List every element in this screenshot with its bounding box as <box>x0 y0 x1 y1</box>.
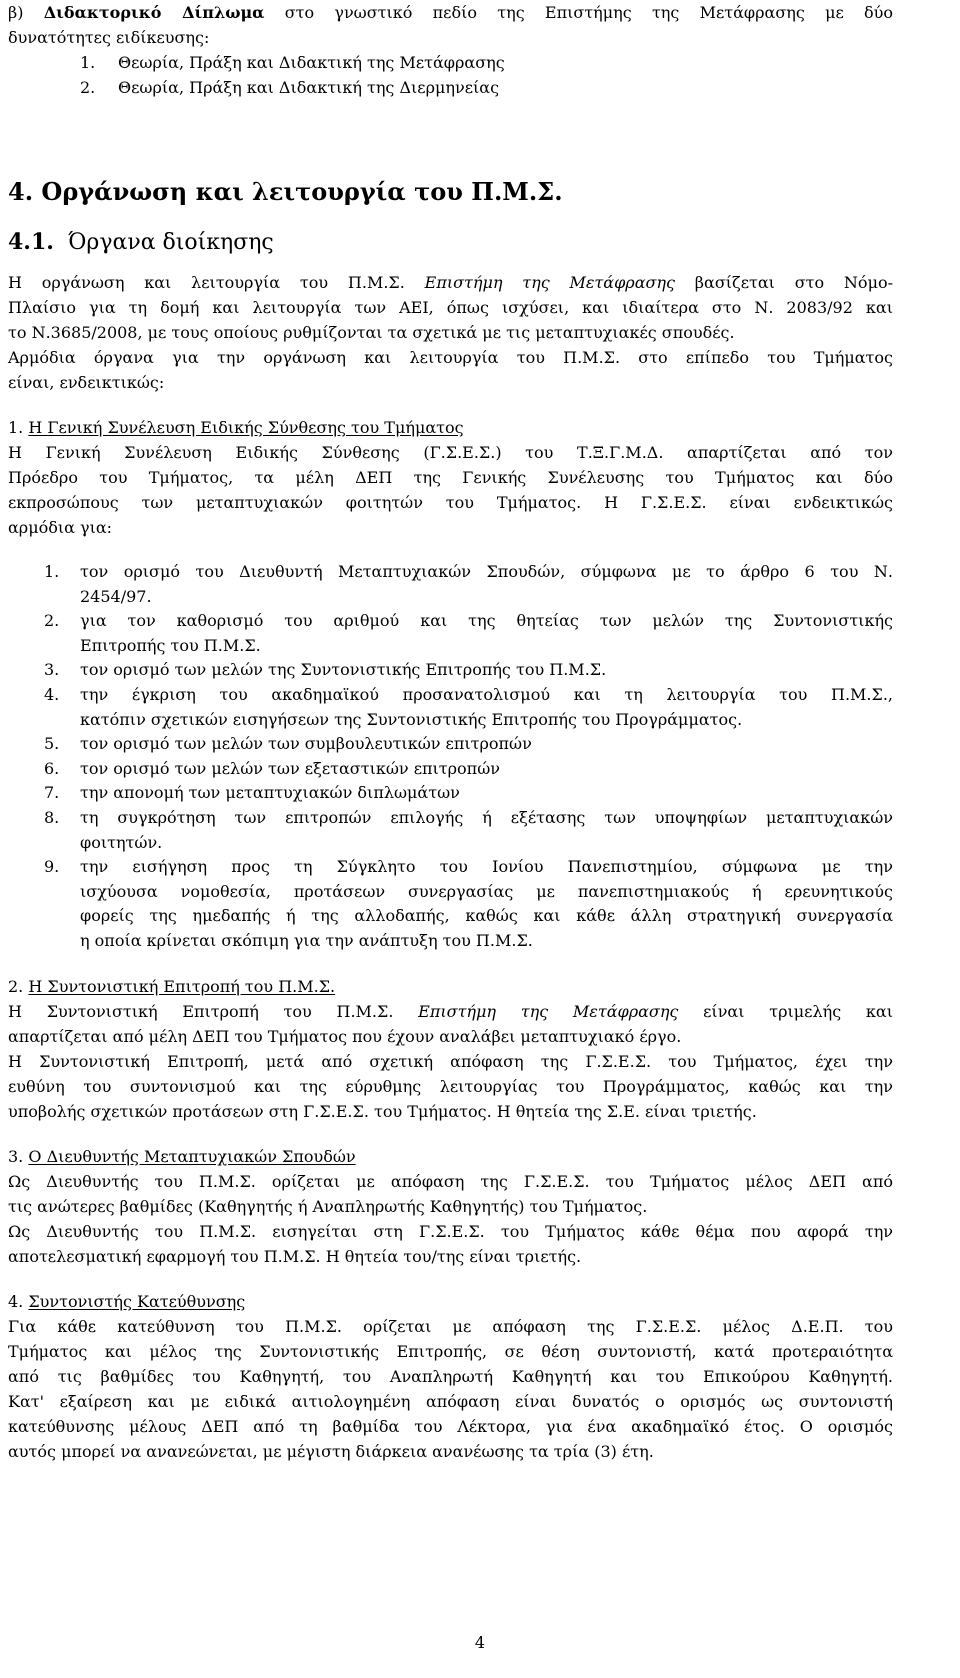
list-item <box>8 806 893 855</box>
text-line <box>8 270 893 295</box>
text-line: φορείς της ημεδαπής ή της αλλοδαπής, καθώς και κάθε άλλη στρατηγική συνεργασία <box>80 906 893 926</box>
list-item <box>8 757 893 782</box>
text-line: Επιτροπής του Π.Μ.Σ. <box>80 635 261 655</box>
text-line: ισχύουσα νομοθεσία, προτάσεων συνεργασίας με πανεπιστημιακούς ή ερευνητικούς <box>80 881 893 901</box>
block-heading <box>8 974 893 999</box>
text-line: τον ορισμό των μελών της Συντονιστικής Επιτροπής του Π.Μ.Σ. <box>80 660 607 680</box>
list-text <box>80 560 893 609</box>
list-number: 1. <box>44 562 60 581</box>
text-line: την έγκριση του ακαδημαϊκού προσανατολισμού και τη λειτουργία του Π.Μ.Σ., <box>80 684 893 704</box>
text-line: απαρτίζεται από μέλη ΔΕΠ του Τμήματος που έχουν αναλάβει μεταπτυχιακό έργο. <box>8 1026 682 1046</box>
text-line <box>8 999 893 1024</box>
text-line: τον ορισμό των μελών των εξεταστικών επιτροπών <box>80 758 500 778</box>
text-line: αποτελεσματική εφαρμογή του Π.Μ.Σ. Η θητεία του/της είναι τριετής. <box>8 1246 582 1266</box>
list-text <box>80 658 893 683</box>
block-title: Ο Διευθυντής Μεταπτυχιακών Σπουδών <box>28 1146 356 1166</box>
block-number: 2. <box>8 976 24 996</box>
text-line: υποβολής σχετικών προτάσεων στη Γ.Σ.Ε.Σ. του Τμήματος. Η θητεία της Σ.Ε. είναι τριετής. <box>8 1101 757 1121</box>
coordinating-committee-block <box>8 974 893 1124</box>
list-item <box>8 732 893 757</box>
text-line: 2454/97. <box>80 586 152 606</box>
text-line: αυτός μπορεί να ανανεώνεται, με μέγιστη διάρκεια ανανέωσης τα τρία (3) έτη. <box>8 1441 654 1461</box>
page-content <box>8 0 893 1464</box>
subsection-heading <box>8 227 893 258</box>
subsection-number: 4.1. <box>8 229 54 255</box>
list-text <box>80 732 893 757</box>
block-title: Συντονιστής Κατεύθυνσης <box>28 1291 246 1311</box>
block-number: 4. <box>8 1291 24 1311</box>
text-line: Για κάθε κατεύθυνση του Π.Μ.Σ. ορίζεται με απόφαση της Γ.Σ.Ε.Σ. μέλος Δ.Ε.Π. του <box>8 1316 893 1336</box>
block-title: Η Γενική Συνέλευση Ειδικής Σύνθεσης του Τμήματος <box>28 418 464 437</box>
text-line: Πλαίσιο για τη δομή και λειτουργία των ΑΕΙ, όπως ισχύσει, και ιδιαίτερα στο Ν. 2083/92 και <box>8 298 893 317</box>
block-heading <box>8 1144 893 1169</box>
text-line: η οποία κρίνεται σκόπιμη για την ανάπτυξη του Π.Μ.Σ. <box>80 930 533 950</box>
block-heading <box>8 415 893 440</box>
degree-line <box>8 0 893 25</box>
text-line: Πρόεδρο του Τμήματος, τα μέλη ΔΕΠ της Γενικής Συνέλευσης του Τμήματος και δύο <box>8 468 893 487</box>
text-segment: βασίζεται στο Νόμο- <box>694 273 894 292</box>
list-text <box>80 683 893 732</box>
block-heading <box>8 1289 893 1314</box>
list-item <box>8 781 893 806</box>
text-line: Αρμόδια όργανα για την οργάνωση και λειτουργία του Π.Μ.Σ. στο επίπεδο του Τμήματος <box>8 348 893 367</box>
list-number: 5. <box>44 734 60 754</box>
list-text <box>80 855 893 953</box>
degree-description: στο γνωστικό πεδίο της Επιστήμης της Μετάφρασης με δύο <box>284 3 894 22</box>
text-line: τον ορισμό του Διευθυντή Μεταπτυχιακών Σπουδών, σύμφωνα με το άρθρο 6 του Ν. <box>80 562 893 581</box>
overview-paragraph <box>8 270 893 395</box>
text-line: Η Γενική Συνέλευση Ειδικής Σύνθεσης (Γ.Σ.Ε.Σ.) του Τ.Ξ.Γ.Μ.Δ. απαρτίζεται από τον <box>8 443 893 462</box>
specialization-number: 1. <box>80 53 96 72</box>
list-text <box>80 757 893 782</box>
text-line: τις ανώτερες βαθμίδες (Καθηγητής ή Αναπληρωτής Καθηγητής) του Τμήματος. <box>8 1196 648 1216</box>
text-line: Ως Διευθυντής του Π.Μ.Σ. εισηγείται στη Γ.Σ.Ε.Σ. του Τμήματος κάθε θέμα που αφορά την <box>8 1221 893 1241</box>
text-line: Κατ' εξαίρεση και με ειδικά αιτιολογημένη απόφαση είναι δυνατός ο ορισμός ως συντονιστή <box>8 1391 893 1411</box>
text-line: τη συγκρότηση των επιτροπών επιλογής ή εξέτασης των υποψηφίων μεταπτυχιακών <box>80 807 893 827</box>
degree-title: Διδακτορικό Δίπλωμα <box>43 3 265 22</box>
list-number: 2. <box>44 611 60 631</box>
text-line: την απονομή των μεταπτυχιακών διπλωμάτων <box>80 783 460 803</box>
text-line: κατόπιν σχετικών εισηγήσεων της Συντονιστικής Επιτροπής του Προγράμματος. <box>80 709 743 729</box>
text-line: εκπροσώπους των μεταπτυχιακών φοιτητών του Τμήματος. Η Γ.Σ.Ε.Σ. είναι ενδεικτικώς <box>8 493 893 512</box>
general-assembly-block <box>8 415 893 540</box>
responsibilities-list <box>8 560 893 954</box>
degree-line: δυνατότητες ειδίκευσης: <box>8 28 210 47</box>
list-item <box>8 683 893 732</box>
specialization-number: 2. <box>80 78 96 97</box>
specialization-text: Θεωρία, Πράξη και Διδακτική της Μετάφρασης <box>118 53 505 72</box>
list-number: 7. <box>44 783 60 803</box>
text-segment: Η Συντονιστική Επιτροπή του Π.Μ.Σ. <box>8 1001 394 1021</box>
text-line: αρμόδια για: <box>8 518 113 537</box>
section-heading <box>8 176 893 208</box>
text-line: το Ν.3685/2008, με τους οποίους ρυθμίζονται τα σχετικά με τις μεταπτυχιακές σπουδές. <box>8 323 735 342</box>
degree-label: β) <box>8 3 24 22</box>
list-item <box>8 658 893 683</box>
list-text <box>80 806 893 855</box>
degree-block <box>8 0 893 100</box>
text-line: Η Συντονιστική Επιτροπή, μετά από σχετική απόφαση της Γ.Σ.Ε.Σ. του Τμήματος, έχει την <box>8 1051 893 1071</box>
text-line: ευθύνη του συντονισμού και της εύρυθμης λειτουργίας του Προγράμματος, καθώς και την <box>8 1076 893 1096</box>
text-line: είναι, ενδεικτικώς: <box>8 373 165 392</box>
list-item <box>8 609 893 658</box>
text-line: από τις βαθμίδες του Καθηγητή, του Αναπληρωτή Καθηγητή και του Επικούρου Καθηγητή. <box>8 1366 893 1386</box>
text-line: για τον καθορισμό του αριθμού και της θητείας των μελών της Συντονιστικής <box>80 611 893 631</box>
text-line: κατεύθυνσης μέλους ΔΕΠ από τη βαθμίδα του Λέκτορα, για ένα ακαδημαϊκό έτος. Ο ορισμός <box>8 1416 893 1436</box>
list-number: 9. <box>44 857 60 877</box>
text-line: Τμήματος και μέλος της Συντονιστικής Επιτροπής, σε θέση συντονιστή, κατά προτεραιότητα <box>8 1341 893 1361</box>
director-block <box>8 1144 893 1269</box>
block-number: 1. <box>8 418 24 437</box>
text-line: τον ορισμό των μελών των συμβουλευτικών επιτροπών <box>80 734 532 754</box>
specialization-item <box>8 75 893 100</box>
text-line: την εισήγηση προς τη Σύγκλητο του Ιονίου Πανεπιστημίου, σύμφωνα με την <box>80 857 893 877</box>
specialization-item <box>8 50 893 75</box>
direction-coordinator-block <box>8 1289 893 1464</box>
text-line: Ως Διευθυντής του Π.Μ.Σ. ορίζεται με απόφαση της Γ.Σ.Ε.Σ. του Τμήματος μέλος ΔΕΠ από <box>8 1171 893 1191</box>
program-name-italic: Επιστήμη της Μετάφρασης <box>424 273 675 292</box>
section-number: 4. <box>8 177 34 206</box>
list-item <box>8 560 893 609</box>
list-number: 3. <box>44 660 60 680</box>
text-segment: είναι τριμελής και <box>703 1001 893 1021</box>
subsection-title: Όργανα διοίκησης <box>68 230 274 255</box>
specialization-text: Θεωρία, Πράξη και Διδακτική της Διερμηνείας <box>118 78 500 97</box>
block-number: 3. <box>8 1146 24 1166</box>
section-title: Οργάνωση και λειτουργία του Π.Μ.Σ. <box>41 177 563 206</box>
program-name-italic: Επιστήμη της Μετάφρασης <box>418 1001 679 1021</box>
specialization-list <box>8 50 893 100</box>
list-item <box>8 855 893 953</box>
list-text <box>80 781 893 806</box>
text-segment: Η οργάνωση και λειτουργία του Π.Μ.Σ. <box>8 273 405 292</box>
list-text <box>80 609 893 658</box>
list-number: 8. <box>44 807 60 827</box>
page-number: 4 <box>474 1633 486 1652</box>
list-number: 6. <box>44 758 60 778</box>
block-title: Η Συντονιστική Επιτροπή του Π.Μ.Σ. <box>28 976 336 996</box>
text-line: φοιτητών. <box>80 832 163 852</box>
list-number: 4. <box>44 684 60 704</box>
